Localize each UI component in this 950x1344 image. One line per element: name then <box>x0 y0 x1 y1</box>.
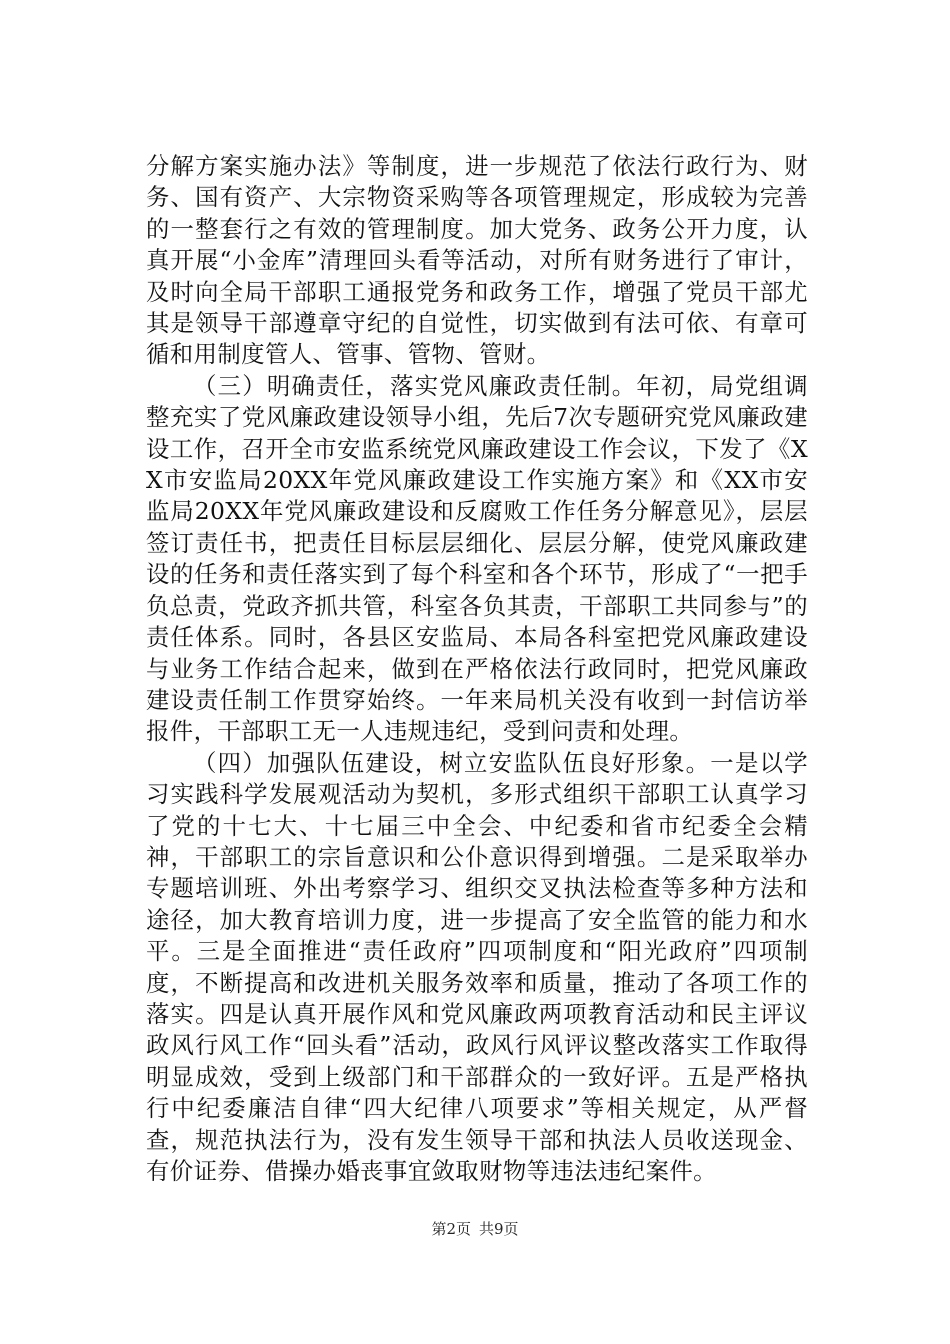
document-body <box>146 151 808 1187</box>
page-number-total: 共9页 <box>479 1220 519 1238</box>
paragraph-continuation: 分解方案实施办法》等制度，进一步规范了依法行政行为、财务、国有资产、大宗物资采购等各项管理规定，形成较为完善的一整套行之有效的管理制度。加大党务、政务公开力度，认真开展“小金库”清理回头看等活动，对所有财务进行了审计，及时向全局干部职工通报党务和政务工作，增强了党员干部尤其是领导干部遵章守纪的自觉性，切实做到有法可依、有章可循和用制度管人、管事、管物、管财。 <box>146 152 808 369</box>
paragraph-section-three: （三）明确责任，落实党风廉政责任制。年初，局党组调整充实了党风廉政建设领导小组，先后7次专题研究党风廉政建设工作，召开全市安监系统党风廉政建设工作会议，下发了《XX市安监局20XX年党风廉政建设工作实施方案》和《XX市安监局20XX年党风廉政建设和反腐败工作任务分解意见》，层层签订责任书，把责任目标层层细化、层层分解，使党风廉政建设的任务和责任落实到了每个科室和各个环节，形成了“一把手负总责，党政齐抓共管，科室各负其责，干部职工共同参与”的责任体系。同时，各县区安监局、本局各科室把党风廉政建设与业务工作结合起来，做到在严格依法行政同时，把党风廉政建设责任制工作贯穿始终。一年来局机关没有收到一封信访举报件，干部职工无一人违规违纪，受到问责和处理。 <box>146 371 808 746</box>
page-footer <box>0 1219 950 1239</box>
paragraph-section-four: （四）加强队伍建设，树立安监队伍良好形象。一是以学习实践科学发展观活动为契机，多形式组织干部职工认真学习了党的十七大、十七届三中全会、中纪委和省市纪委全会精神，干部职工的宗旨意识和公仆意识得到增强。二是采取举办专题培训班、外出考察学习、组织交叉执法检查等多种方法和途径，加大教育培训力度，进一步提高了安全监管的能力和水平。三是全面推进“责任政府”四项制度和“阳光政府”四项制度，不断提高和改进机关服务效率和质量，推动了各项工作的落实。四是认真开展作风和党风廉政两项教育活动和民主评议政风行风工作“回头看”活动，政风行风评议整改落实工作取得明显成效，受到上级部门和干部群众的一致好评。五是严格执行中纪委廉洁自律“四大纪律八项要求”等相关规定，从严督查，规范执法行为，没有发生领导干部和执法人员收送现金、有价证券、借操办婚丧事宜敛取财物等违法违纪案件。 <box>146 748 808 1185</box>
page-number-current: 第2页 <box>431 1220 471 1238</box>
